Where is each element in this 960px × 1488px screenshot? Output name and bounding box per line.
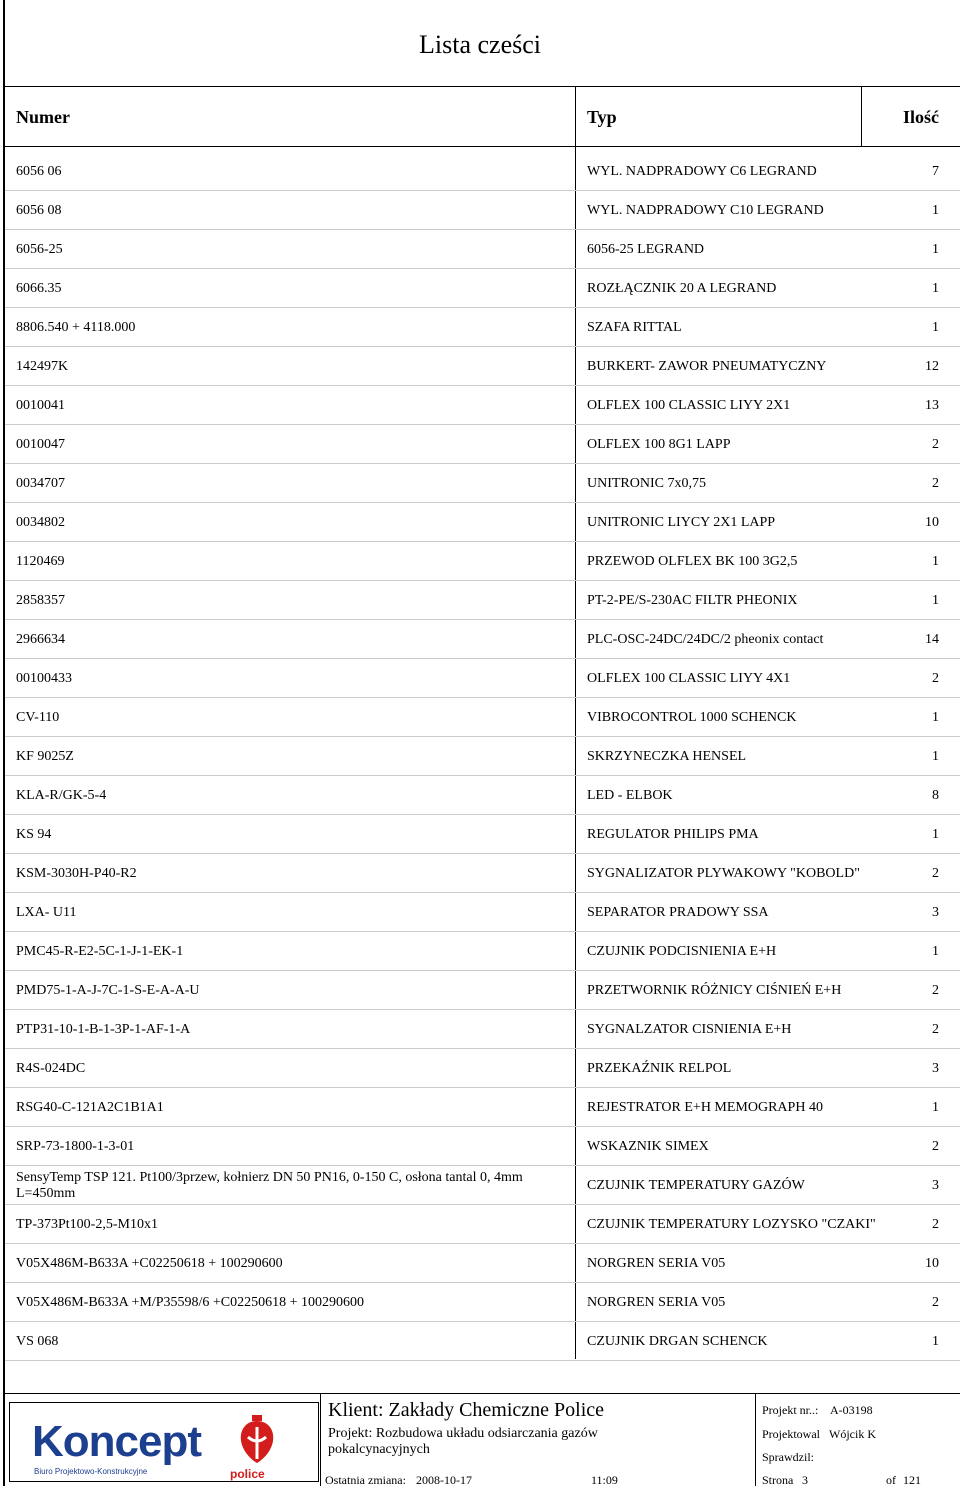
project-name: Projekt: Rozbudowa układu odsiarczania gazów pokalcynacyjnych xyxy=(328,1426,598,1457)
part-type: SEPARATOR PRADOWY SSA xyxy=(587,905,769,920)
part-number: 1120469 xyxy=(16,554,65,569)
part-type: 6056-25 LEGRAND xyxy=(587,242,705,257)
table-row xyxy=(5,932,960,971)
table-row xyxy=(5,581,960,620)
part-number: V05X486M-B633A +C02250618 + 100290600 xyxy=(16,1256,283,1271)
part-type: NORGREN SERIA V05 xyxy=(587,1256,726,1271)
total-pages: 121 xyxy=(903,1473,921,1487)
footer-divider-2 xyxy=(755,1393,756,1486)
table-row xyxy=(5,1244,960,1283)
part-quantity: 1 xyxy=(932,710,939,725)
last-change-time: 11:09 xyxy=(591,1473,618,1487)
part-type: PLC-OSC-24DC/24DC/2 pheonix contact xyxy=(587,632,824,647)
part-quantity: 1 xyxy=(932,1100,939,1115)
part-quantity: 2 xyxy=(932,1295,939,1310)
table-row xyxy=(5,347,960,386)
part-type: PRZEWOD OLFLEX BK 100 3G2,5 xyxy=(587,554,798,569)
part-number: PMC45-R-E2-5C-1-J-1-EK-1 xyxy=(16,944,184,959)
part-type: WSKAZNIK SIMEX xyxy=(587,1139,709,1154)
table-row xyxy=(5,503,960,542)
part-number: VS 068 xyxy=(16,1334,59,1349)
part-quantity: 2 xyxy=(932,1022,939,1037)
part-number: KLA-R/GK-5-4 xyxy=(16,788,107,803)
row-divider xyxy=(5,1360,960,1361)
page-title: Lista cześci xyxy=(419,30,541,59)
police-emblem-icon xyxy=(234,1415,280,1471)
column-header-type: Typ xyxy=(587,107,617,127)
part-quantity: 12 xyxy=(925,359,939,374)
table-row xyxy=(5,737,960,776)
part-type: SYGNALIZATOR PLYWAKOWY "KOBOLD" xyxy=(587,866,860,881)
part-quantity: 1 xyxy=(932,203,939,218)
table-row xyxy=(5,1166,960,1205)
part-type: UNITRONIC 7x0,75 xyxy=(587,476,706,491)
part-quantity: 3 xyxy=(932,1178,939,1193)
part-quantity: 1 xyxy=(932,281,939,296)
table-row xyxy=(5,1205,960,1244)
part-type: REGULATOR PHILIPS PMA xyxy=(587,827,759,842)
table-row xyxy=(5,698,960,737)
part-number: R4S-024DC xyxy=(16,1061,86,1076)
part-quantity: 2 xyxy=(932,1217,939,1232)
part-number: KS 94 xyxy=(16,827,52,842)
part-quantity: 3 xyxy=(932,905,939,920)
part-type: PRZETWORNIK RÓŻNICY CIŚNIEŃ E+H xyxy=(587,983,842,998)
table-row xyxy=(5,1127,960,1166)
table-row xyxy=(5,308,960,347)
part-quantity: 1 xyxy=(932,320,939,335)
table-row xyxy=(5,971,960,1010)
part-quantity: 13 xyxy=(925,398,939,413)
part-type: SKRZYNECZKA HENSEL xyxy=(587,749,747,764)
header-top-rule xyxy=(3,86,960,87)
part-type: OLFLEX 100 CLASSIC LIYY 2X1 xyxy=(587,398,791,413)
part-type: CZUJNIK PODCISNIENIA E+H xyxy=(587,944,777,959)
table-row xyxy=(5,1049,960,1088)
part-type: VIBROCONTROL 1000 SCHENCK xyxy=(587,710,797,725)
logo-wordmark: Koncept xyxy=(32,1417,201,1466)
part-type: CZUJNIK TEMPERATURY LOZYSKO "CZAKI" xyxy=(587,1217,876,1232)
part-type: REJESTRATOR E+H MEMOGRAPH 40 xyxy=(587,1100,823,1115)
part-type: SZAFA RITTAL xyxy=(587,320,682,335)
table-row xyxy=(5,1283,960,1322)
header-bottom-rule xyxy=(3,146,960,147)
part-number: LXA- U11 xyxy=(16,905,77,920)
client-name: Klient: Zakłady Chemiczne Police xyxy=(328,1399,605,1421)
part-number: 2966634 xyxy=(16,632,65,647)
table-row xyxy=(5,191,960,230)
column-header-number: Numer xyxy=(16,107,70,127)
part-number: 6056 06 xyxy=(16,164,62,179)
part-type: OLFLEX 100 CLASSIC LIYY 4X1 xyxy=(587,671,791,686)
part-quantity: 10 xyxy=(925,515,939,530)
part-type: ROZŁĄCZNIK 20 A LEGRAND xyxy=(587,281,777,296)
part-quantity: 14 xyxy=(925,632,939,647)
part-quantity: 2 xyxy=(932,671,939,686)
part-quantity: 1 xyxy=(932,1334,939,1349)
part-quantity: 10 xyxy=(925,1256,939,1271)
part-number: 00100433 xyxy=(16,671,72,686)
checked-label: Sprawdzil: xyxy=(762,1450,814,1464)
company-logo xyxy=(9,1402,319,1482)
part-number: 6056 08 xyxy=(16,203,62,218)
part-number: KF 9025Z xyxy=(16,749,74,764)
project-number-label: Projekt nr..: xyxy=(762,1403,819,1417)
table-row xyxy=(5,659,960,698)
part-number: 8806.540 + 4118.000 xyxy=(16,320,136,335)
part-number: 6066.35 xyxy=(16,281,62,296)
part-type: PT-2-PE/S-230AC FILTR PHEONIX xyxy=(587,593,798,608)
part-number: CV-110 xyxy=(16,710,60,725)
designer-name: Wójcik K xyxy=(829,1427,876,1441)
part-number: 0010047 xyxy=(16,437,65,452)
part-quantity: 2 xyxy=(932,983,939,998)
table-row xyxy=(5,542,960,581)
part-quantity: 2 xyxy=(932,437,939,452)
part-number: 142497K xyxy=(16,359,69,374)
part-type: CZUJNIK DRGAN SCHENCK xyxy=(587,1334,768,1349)
table-row xyxy=(5,854,960,893)
part-quantity: 2 xyxy=(932,476,939,491)
part-number: PMD75-1-A-J-7C-1-S-E-A-A-U xyxy=(16,983,200,998)
table-row xyxy=(5,1322,960,1361)
project-number: A-03198 xyxy=(830,1403,873,1417)
table-row xyxy=(5,1010,960,1049)
part-type: OLFLEX 100 8G1 LAPP xyxy=(587,437,731,452)
footer-divider-1 xyxy=(320,1393,321,1486)
part-quantity: 1 xyxy=(932,944,939,959)
part-type: BURKERT- ZAWOR PNEUMATYCZNY xyxy=(587,359,827,374)
table-row xyxy=(5,230,960,269)
table-row xyxy=(5,815,960,854)
part-quantity: 1 xyxy=(932,554,939,569)
part-quantity: 1 xyxy=(932,827,939,842)
table-row xyxy=(5,464,960,503)
part-type: PRZEKAŹNIK RELPOL xyxy=(587,1061,732,1076)
column-header-qty: Ilość xyxy=(903,107,939,127)
part-type: UNITRONIC LIYCY 2X1 LAPP xyxy=(587,515,776,530)
table-row xyxy=(5,1088,960,1127)
part-type: LED - ELBOK xyxy=(587,788,673,803)
part-number: 0034707 xyxy=(16,476,65,491)
part-type: CZUJNIK TEMPERATURY GAZÓW xyxy=(587,1178,805,1193)
table-row xyxy=(5,152,960,191)
part-number: TP-373Pt100-2,5-M10x1 xyxy=(16,1217,158,1232)
part-number: 2858357 xyxy=(16,593,65,608)
logo-police-text: police xyxy=(230,1467,265,1481)
last-change-date: 2008-10-17 xyxy=(416,1473,472,1487)
part-number: V05X486M-B633A +M/P35598/6 +C02250618 + 100290600 xyxy=(16,1295,365,1310)
table-row xyxy=(5,776,960,815)
part-number: 0034802 xyxy=(16,515,65,530)
part-number: 0010041 xyxy=(16,398,65,413)
part-quantity: 7 xyxy=(932,164,939,179)
part-quantity: 2 xyxy=(932,1139,939,1154)
part-quantity: 3 xyxy=(932,1061,939,1076)
table-row xyxy=(5,425,960,464)
part-type: SYGNALZATOR CISNIENIA E+H xyxy=(587,1022,792,1037)
part-quantity: 1 xyxy=(932,593,939,608)
part-number: KSM-3030H-P40-R2 xyxy=(16,866,137,881)
part-type: NORGREN SERIA V05 xyxy=(587,1295,726,1310)
part-quantity: 2 xyxy=(932,866,939,881)
part-number: PTP31-10-1-B-1-3P-1-AF-1-A xyxy=(16,1022,191,1037)
page-number: 3 xyxy=(802,1473,808,1487)
page-label: Strona xyxy=(762,1473,794,1487)
part-number: SRP-73-1800-1-3-01 xyxy=(16,1139,135,1154)
table-row xyxy=(5,386,960,425)
part-type: WYL. NADPRADOWY C6 LEGRAND xyxy=(587,164,817,179)
designer-label: Projektowal xyxy=(762,1427,820,1441)
table-row xyxy=(5,269,960,308)
table-row xyxy=(5,620,960,659)
part-quantity: 1 xyxy=(932,242,939,257)
column-divider-qty xyxy=(861,86,862,147)
table-row xyxy=(5,893,960,932)
of-label: of xyxy=(886,1473,896,1487)
part-number: RSG40-C-121A2C1B1A1 xyxy=(16,1100,164,1115)
part-type: WYL. NADPRADOWY C10 LEGRAND xyxy=(587,203,824,218)
part-quantity: 8 xyxy=(932,788,939,803)
part-number: SensyTemp TSP 121. Pt100/3przew, kołnierz DN 50 PN16, 0-150 C, osłona tantal 0, 4mm L=450mm xyxy=(16,1170,523,1201)
title-block xyxy=(3,1393,960,1486)
logo-subtitle: Biuro Projektowo-Konstrukcyjne xyxy=(34,1467,148,1476)
part-number: 6056-25 xyxy=(16,242,63,257)
part-quantity: 1 xyxy=(932,749,939,764)
last-change-label: Ostatnia zmiana: xyxy=(325,1473,406,1487)
